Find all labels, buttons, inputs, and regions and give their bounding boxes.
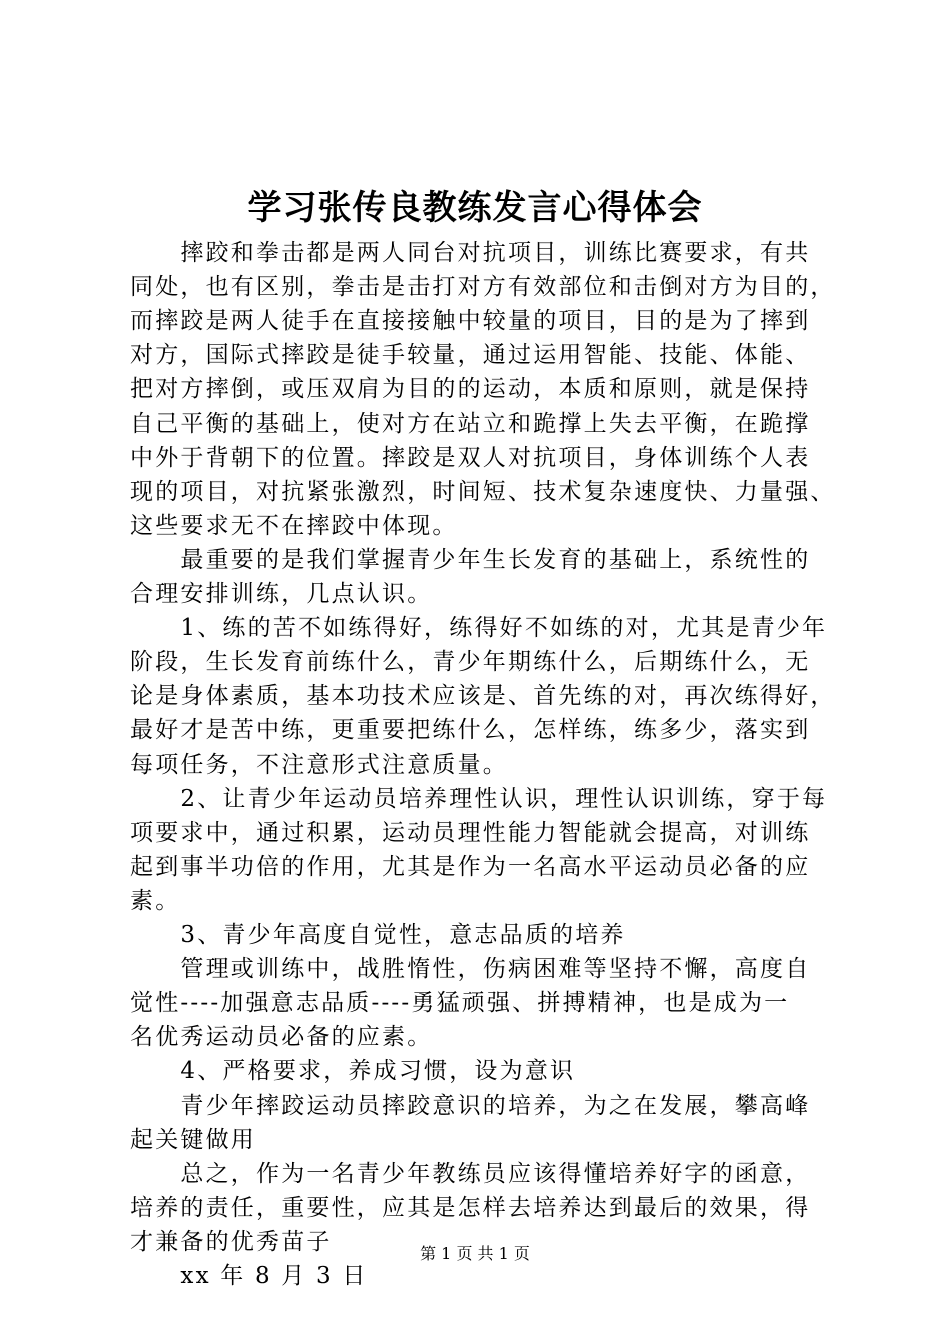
body-line: 才兼备的优秀苗子 xyxy=(130,1228,332,1255)
body-line: 青少年摔跤运动员摔跤意识的培养，为之在发展，攀高峰 xyxy=(130,1092,811,1119)
body-line: xx 年 8 月 3 日 xyxy=(130,1263,368,1289)
body-line: 总之，作为一名青少年教练员应该得懂培养好字的函意， xyxy=(130,1160,811,1187)
body-line: 阶段，生长发育前练什么，青少年期练什么，后期练什么，无 xyxy=(130,649,811,676)
body-line: 每项任务，不注意形式注意质量。 xyxy=(130,751,508,778)
body-line: 自己平衡的基础上，使对方在站立和跪撑上失去平衡，在跪撑 xyxy=(130,410,811,437)
body-line: 现的项目，对抗紧张激烈，时间短、技术复杂速度快、力量强、 xyxy=(130,478,836,505)
body-line: 名优秀运动员必备的应素。 xyxy=(130,1024,433,1051)
body-line: 素。 xyxy=(130,887,181,914)
body-line: 觉性----加强意志品质----勇猛顽强、拼搏精神，也是成为一 xyxy=(130,990,790,1017)
body-line: 这些要求无不在摔跤中体现。 xyxy=(130,512,458,539)
body-line: 摔跤和拳击都是两人同台对抗项目，训练比赛要求，有共 xyxy=(130,240,811,266)
body-line: 管理或训练中，战胜惰性，伤病困难等坚持不懈，高度自 xyxy=(130,956,811,983)
body-line: 培养的责任，重要性，应其是怎样去培养达到最后的效果，得 xyxy=(130,1194,811,1221)
body-line: 而摔跤是两人徒手在直接接触中较量的项目，目的是为了摔到 xyxy=(130,308,811,335)
page-footer: 第 1 页 共 1 页 xyxy=(420,1244,530,1263)
body-line: 最好才是苦中练，更重要把练什么，怎样练，练多少，落实到 xyxy=(130,717,811,744)
body-line: 对方，国际式摔跤是徒手较量，通过运用智能、技能、体能、 xyxy=(130,342,811,369)
body-line: 起到事半功倍的作用，尤其是作为一名高水平运动员必备的应 xyxy=(130,853,811,880)
body-line: 中外于背朝下的位置。摔跤是双人对抗项目，身体训练个人表 xyxy=(130,444,811,471)
body-line: 项要求中，通过积累，运动员理性能力智能就会提高，对训练 xyxy=(130,819,811,846)
body-line: 4、严格要求，养成习惯，设为意识 xyxy=(130,1058,576,1085)
body-line: 2、让青少年运动员培养理性认识，理性认识训练，穿于每 xyxy=(130,785,828,812)
document-title: 学习张传良教练发言心得体会 xyxy=(247,188,703,228)
body-line: 1、练的苦不如练得好，练得好不如练的对，尤其是青少年 xyxy=(130,615,828,642)
body-line: 同处，也有区别，拳击是击打对方有效部位和击倒对方为目的， xyxy=(130,274,836,301)
body-line: 最重要的是我们掌握青少年生长发育的基础上，系统性的 xyxy=(130,546,811,573)
body-line: 合理安排训练，几点认识。 xyxy=(130,581,433,607)
body-line: 论是身体素质，基本功技术应该是、首先练的对，再次练得好， xyxy=(130,683,836,710)
body-line: 3、青少年高度自觉性，意志品质的培养 xyxy=(130,922,626,948)
body-line: 把对方摔倒，或压双肩为目的的运动，本质和原则，就是保持 xyxy=(130,376,811,403)
body-line: 起关键做用 xyxy=(130,1126,256,1153)
